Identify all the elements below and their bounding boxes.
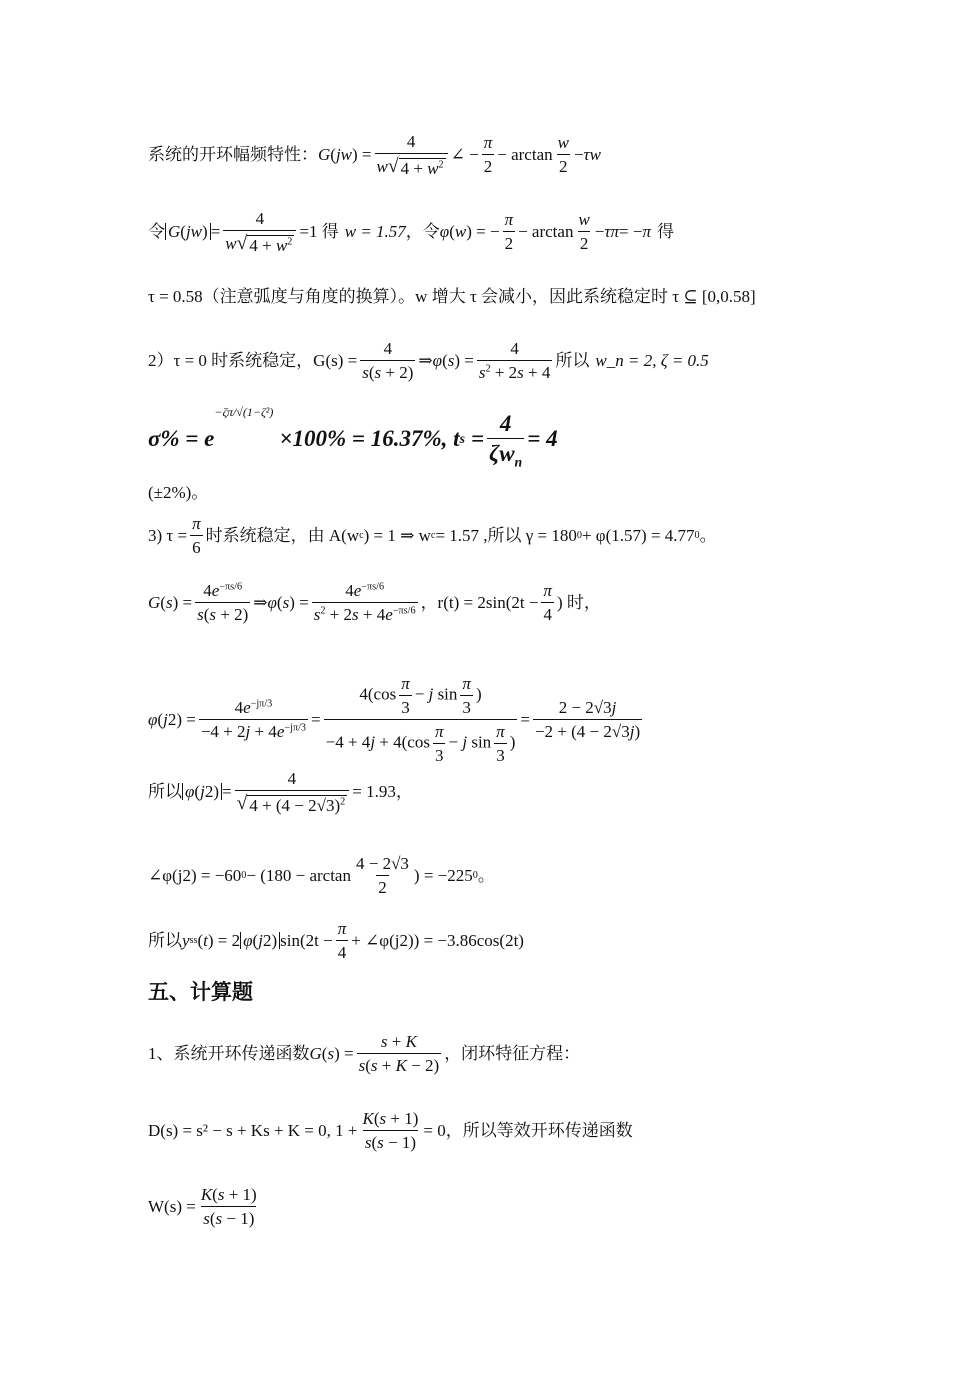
line-10: 所以 φ(j2) = 4 √ $4 + (4 - 2√3)^2$ = 1.93， — [148, 769, 413, 815]
line-3: τ = 0.58（注意弧度与角度的换算）。w 增大 τ 会减小，因此系统稳定时 τ ⊆ [0,0.58] — [148, 287, 756, 306]
line-1: 系统的开环幅频特性： G ( jw ) = 4 w √ $4 + w^2$ ∠ − π 2 − arctan w 2 − τw — [148, 132, 601, 178]
line-8: G ( s ) = $4e^{-\pi s/6}$ s(s + 2) ⇒ φ ( s ) = $4e^{-\pi s/6}$ $s^2 + 2s + 4e^{-\pi s/6}$ ，r(t) = 2sin(2t − $\frac{\pi}{4}$ ) 时， — [148, 581, 601, 624]
line-12: 所以 y ss ( t ) = 2 φ(j2) sin(2t − $\frac{\pi}{4}$ + ∠φ(j2)) = −3.86cos(2t) — [148, 919, 524, 962]
open-loop-freq-label: 系统的开环幅频特性： — [148, 145, 318, 165]
line-13: 1、系统开环传递函数 G ( s ) = s + K s(s + K − 2) ，闭环特征方程： — [148, 1032, 581, 1075]
line-9: φ ( j 2) = $4e^{-j\pi/3}$ $-4 + 2j + 4e^{-j\pi/3}$ = 4(cos $\frac{\pi}{3}$ − j sin $\frac{\pi}{3}$ ) −4 + 4j + 4(cos $\frac{\pi}{3}$ − j sin $\frac{\pi}{3}$ ) = 2 − 2√3j −2 + (4 − 2√3j) — [148, 674, 641, 765]
line-15: W(s) = $\frac{K(s + 1)}{s(s - 1)}$ — [148, 1185, 257, 1228]
line-14: D(s) = s² − s + Ks + K = 0, 1 + $\frac{K(s + 1)}{s(s - 1)}$ = 0，所以等效开环传递函数 — [148, 1109, 633, 1152]
fraction: 4 w √ $4 + w^2$ — [375, 133, 448, 177]
line-5: σ% = e −ζπ/√(1−ζ²) ×100% = 16.37%, t s = 4 $\zeta w_n$ = 4 — [148, 405, 558, 470]
line-11: ∠φ(j2) = −60 0 − (180 − arctan 4 − 2√3 2 ) = −225 0 。 — [148, 854, 495, 897]
line-7: 3) τ = $\frac{\pi}{6}$ 时系统稳定，由 A(w c ) = 1 ⇒ w c = 1.57 ,所以 γ = 180 0 + φ(1.57) = 4.77 0 。 — [148, 514, 717, 557]
line-2: 令 G(jw) = 4 w √ $4 + w^2$ =1 得 w = 1.57 ，令 φ ( w ) = − π 2 − arctan w 2 − τπ = − π 得 — [148, 209, 674, 255]
section-heading: 五、计算题 — [148, 980, 253, 1004]
line-6: (±2%)。 — [148, 483, 209, 502]
line-4: 2）τ = 0 时系统稳定，G(s) = $\frac{4}{s(s + 2)}$ ⇒ φ ( s ) = 4 $s^2 + 2s + 4$ 所以 w_n = 2, ζ = 0.5 — [148, 339, 709, 382]
